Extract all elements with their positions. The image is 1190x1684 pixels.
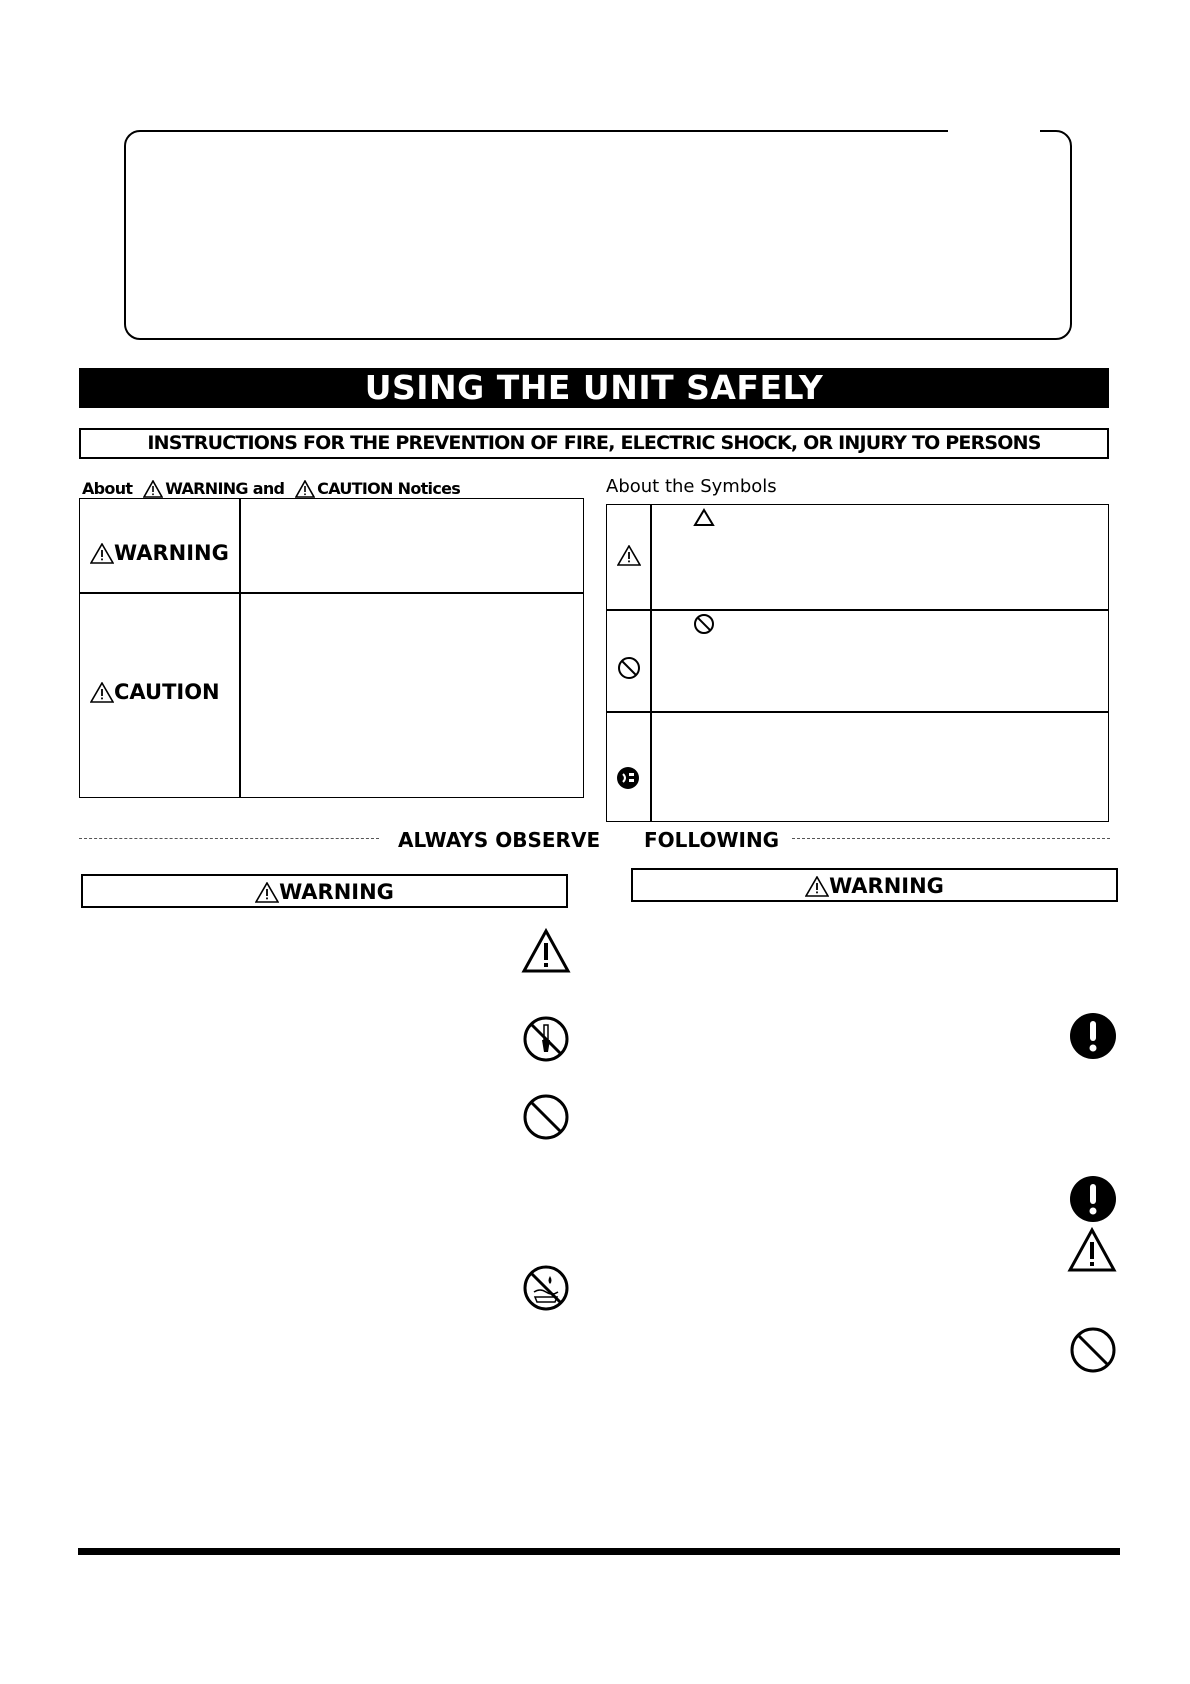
- symbols-table-divider: [650, 504, 652, 822]
- following-label: FOLLOWING: [644, 828, 780, 852]
- warning-triangle-icon: [255, 882, 279, 903]
- notices-heading-about: About: [82, 479, 133, 498]
- page-title: USING THE UNIT SAFELY: [79, 368, 1109, 408]
- prohibited-icon: [693, 613, 715, 635]
- prohibited-icon: [1069, 1326, 1117, 1374]
- keep-away-from-water-icon: [522, 1264, 570, 1312]
- bottom-rule: [78, 1548, 1120, 1555]
- always-observe-label: ALWAYS OBSERVE: [398, 828, 601, 852]
- do-not-disassemble-icon: [522, 1015, 570, 1063]
- mandatory-action-icon: [1069, 1175, 1117, 1223]
- warning-triangle-icon: [143, 480, 163, 498]
- warning-triangle-icon: [90, 543, 114, 564]
- warning-column-header-left: WARNING: [81, 874, 568, 908]
- warning-triangle-icon: [805, 876, 829, 897]
- warning-notice-label: WARNING: [90, 540, 229, 565]
- divider-dashed: [79, 838, 379, 839]
- notices-table-divider: [239, 498, 241, 798]
- divider-dashed: [792, 838, 1110, 839]
- symbols-table: [606, 504, 1109, 822]
- warning-triangle-icon: [521, 928, 571, 974]
- notices-table-divider: [79, 592, 584, 594]
- prohibited-icon: [617, 656, 641, 680]
- mandatory-action-icon: [1069, 1012, 1117, 1060]
- warning-triangle-icon: [617, 545, 641, 566]
- notices-heading: [82, 478, 460, 498]
- symbols-table-divider: [606, 711, 1109, 713]
- notices-heading-notices: Notices: [397, 479, 461, 498]
- instructions-heading: INSTRUCTIONS FOR THE PREVENTION OF FIRE, ELECTRIC SHOCK, OR INJURY TO PERSONS: [79, 428, 1109, 459]
- caution-notice-label: CAUTION: [90, 679, 220, 704]
- warning-triangle-icon: [90, 682, 114, 703]
- unplug-icon: [616, 766, 640, 790]
- notices-heading-warning: WARNING: [165, 479, 248, 498]
- warning-column-header-right: WARNING: [631, 868, 1118, 902]
- notices-heading-and: and: [252, 479, 285, 498]
- triangle-outline-icon: [693, 508, 715, 527]
- notice-box: [124, 130, 1072, 340]
- symbols-table-divider: [606, 609, 1109, 611]
- symbols-heading: About the Symbols: [606, 476, 777, 497]
- prohibited-icon: [522, 1093, 570, 1141]
- notice-box-gap: [948, 126, 1040, 134]
- notices-heading-caution: CAUTION: [317, 479, 393, 498]
- warning-triangle-icon: [1067, 1227, 1117, 1273]
- warning-triangle-icon: [295, 480, 315, 498]
